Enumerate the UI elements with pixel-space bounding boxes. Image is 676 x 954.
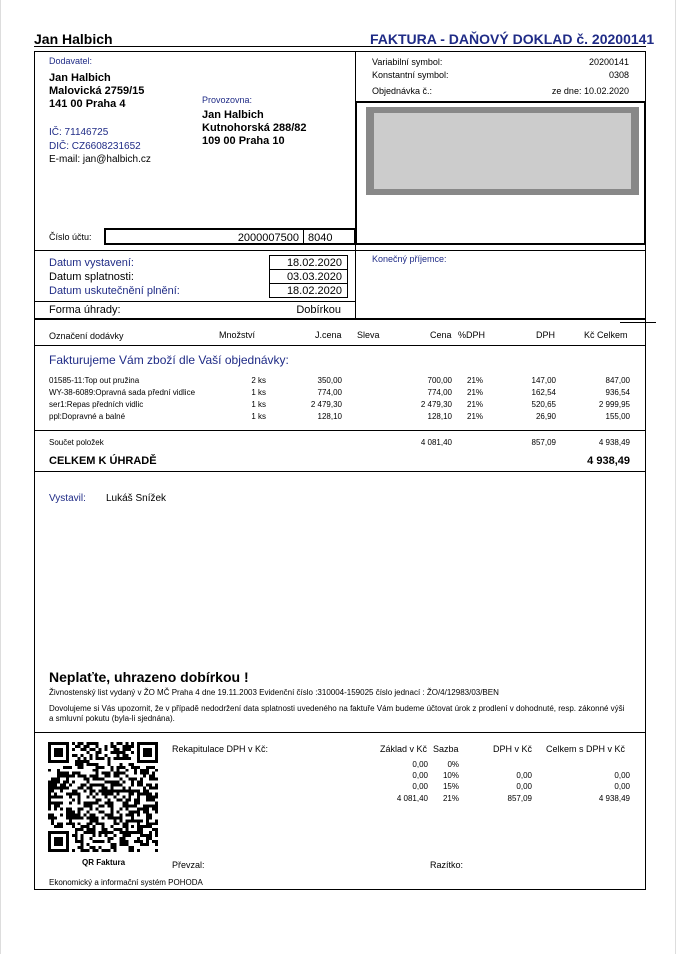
- item-price: 128,10: [427, 412, 452, 421]
- redacted-customer-address: [374, 113, 631, 189]
- grand-total-value: 4 938,49: [587, 455, 630, 467]
- issue-date-label: Datum vystavení:: [49, 257, 134, 269]
- item-quantity: 1 ks: [251, 400, 266, 409]
- supplier-city: 141 00 Praha 4: [49, 98, 126, 110]
- constant-symbol-label: Konstantní symbol:: [372, 70, 449, 80]
- due-date-value: 03.03.2020: [269, 269, 348, 284]
- table-header-divider: [34, 345, 646, 346]
- issuer-name: Lukáš Snížek: [106, 493, 167, 504]
- payment-label: Forma úhrady:: [49, 304, 121, 316]
- payment-divider: [34, 301, 356, 302]
- col-header-unit-price: J.cena: [315, 330, 342, 340]
- supplier-label: Dodavatel:: [49, 56, 93, 66]
- item-description: WY-38-6089:Opravná sada přední vidlice: [49, 388, 196, 397]
- premises-street: Kutnohorská 288/82: [202, 122, 307, 134]
- item-price: 2 479,30: [420, 400, 452, 409]
- item-total: 847,00: [605, 376, 630, 385]
- col-header-discount: Sleva: [357, 330, 380, 340]
- item-unit-price: 128,10: [317, 412, 342, 421]
- item-total: 936,54: [605, 388, 630, 397]
- supplier-street: Malovická 2759/15: [49, 85, 145, 97]
- account-number: 2000007500: [237, 232, 299, 244]
- item-price: 774,00: [427, 388, 452, 397]
- col-header-price: Cena: [430, 330, 452, 340]
- recap-base: 0,00: [412, 782, 428, 791]
- premises-city: 109 00 Praha 10: [202, 135, 285, 147]
- recap-vat: 0,00: [516, 782, 532, 791]
- items-sum-divider: [34, 430, 646, 431]
- supplier-name: Jan Halbich: [49, 72, 111, 84]
- item-vat: 520,65: [531, 400, 556, 409]
- col-header-total: Kč Celkem: [584, 330, 628, 340]
- taxable-date-value: 18.02.2020: [269, 283, 348, 298]
- sum-vat: 857,09: [531, 438, 556, 447]
- item-unit-price: 2 479,30: [310, 400, 342, 409]
- item-total: 2 999,95: [598, 400, 630, 409]
- col-header-description: Označení dodávky: [49, 331, 124, 341]
- item-price: 700,00: [427, 376, 452, 385]
- dates-divider: [34, 250, 646, 251]
- item-quantity: 1 ks: [251, 388, 266, 397]
- stamp-label: Razítko:: [430, 860, 464, 870]
- col-header-quantity: Množství: [219, 330, 256, 340]
- vat-recap-header-base: Základ v Kč: [380, 744, 428, 754]
- col-header-vat-rate: %DPH: [458, 330, 486, 340]
- constant-symbol-value: 0308: [608, 70, 629, 80]
- item-vat: 147,00: [531, 376, 556, 385]
- payment-value: Dobírkou: [296, 304, 341, 316]
- header-divider: [34, 46, 646, 47]
- taxable-date-label: Datum uskutečnění plnění:: [49, 285, 180, 297]
- page-left-edge: [0, 0, 1, 954]
- software-credit: Ekonomický a informační systém POHODA: [49, 878, 203, 887]
- recap-total: 0,00: [614, 782, 630, 791]
- vat-recap-header-vat: DPH v Kč: [493, 744, 533, 754]
- issue-date-value: 18.02.2020: [269, 255, 348, 270]
- col-header-vat: DPH: [536, 330, 556, 340]
- premises-name: Jan Halbich: [202, 109, 264, 121]
- seller-name-header: Jan Halbich: [34, 31, 113, 47]
- item-vat-rate: 21%: [467, 400, 484, 409]
- received-by-label: Převzal:: [172, 860, 205, 870]
- account-label: Číslo účtu:: [49, 232, 92, 242]
- vat-recap-header-total: Celkem s DPH v Kč: [546, 744, 626, 754]
- recap-rate: 10%: [442, 771, 459, 780]
- customer-address-box: [355, 101, 646, 245]
- premises-label: Provozovna:: [202, 95, 253, 105]
- table-row: [0, 388, 676, 400]
- supplier-ic: IČ: 71146725: [49, 127, 109, 138]
- due-date-label: Datum splatnosti:: [49, 271, 134, 283]
- qr-label: QR Faktura: [82, 858, 126, 867]
- recap-total: 0,00: [614, 771, 630, 780]
- footer-divider: [34, 732, 646, 733]
- payment-notice-headline: Neplaťte, uhrazeno dobírkou !: [49, 669, 249, 685]
- recap-vat: 0,00: [516, 771, 532, 780]
- variable-symbol-value: 20200141: [588, 57, 629, 67]
- table-row: [0, 412, 676, 424]
- item-unit-price: 350,00: [317, 376, 342, 385]
- item-description: ser1:Repas předních vidlic: [49, 400, 144, 409]
- recap-total: 4 938,49: [598, 794, 630, 803]
- vat-recap-header-rate: Sazba: [433, 744, 459, 754]
- item-vat-rate: 21%: [467, 412, 484, 421]
- late-payment-warning: Dovolujeme si Vás upozornit, že v případě nedodržení data splatnosti uvedeného na faktuře Vám budeme účtovat úrok z prodlení v dohodnuté, resp. zákonné výši a smluvní pokutu (byla-li sjednána).: [49, 704, 625, 723]
- supplier-email: E-mail: jan@halbich.cz: [49, 154, 151, 165]
- sum-label: Součet položek: [49, 438, 104, 447]
- qr-payment-code: [48, 742, 158, 852]
- item-total: 155,00: [605, 412, 630, 421]
- table-row: [0, 376, 676, 388]
- recap-rate: 21%: [442, 794, 459, 803]
- recap-vat: 857,09: [507, 794, 532, 803]
- item-vat-rate: 21%: [467, 376, 484, 385]
- grand-total-divider: [34, 471, 646, 472]
- bank-code: 8040: [308, 232, 333, 244]
- supplier-dic: DIČ: CZ6608231652: [49, 141, 141, 152]
- trade-license-text: Živnostenský list vydaný v ŽO MČ Praha 4 dne 19.11.2003 Evidenční číslo :310004-159025 číslo jednací : ŽO/4/12983/03/BEN: [49, 688, 499, 697]
- account-number-box: [104, 228, 356, 245]
- order-label: Objednávka č.:: [372, 86, 433, 96]
- item-quantity: 1 ks: [251, 412, 266, 421]
- grand-total-label: CELKEM K ÚHRADĚ: [49, 455, 157, 467]
- item-description: 01585-11:Top out pružina: [49, 376, 140, 385]
- item-description: ppl:Dopravné a balné: [49, 412, 126, 421]
- vat-recap-label: Rekapitulace DPH v Kč:: [172, 744, 269, 754]
- document-title: FAKTURA - DAŇOVÝ DOKLAD č. 20200141: [370, 31, 655, 47]
- recap-base: 0,00: [412, 771, 428, 780]
- issuer-label: Vystavil:: [49, 493, 86, 504]
- recap-base: 0,00: [412, 760, 428, 769]
- sum-price: 4 081,40: [420, 438, 452, 447]
- item-unit-price: 774,00: [317, 388, 342, 397]
- variable-symbol-label: Variabilní symbol:: [372, 57, 443, 67]
- items-intro: Fakturujeme Vám zboží dle Vaší objednávky:: [49, 353, 289, 367]
- item-quantity: 2 ks: [251, 376, 266, 385]
- recap-base: 4 081,40: [396, 794, 428, 803]
- recap-rate: 0%: [447, 760, 459, 769]
- redaction-frame: [366, 107, 639, 195]
- item-vat-rate: 21%: [467, 388, 484, 397]
- table-row: [0, 400, 676, 412]
- account-bank-divider: [303, 230, 304, 243]
- item-vat: 26,90: [535, 412, 556, 421]
- item-vat: 162,54: [531, 388, 556, 397]
- items-sum-row: [0, 438, 676, 450]
- sum-total: 4 938,49: [598, 438, 630, 447]
- final-recipient-label: Konečný příjemce:: [372, 254, 447, 264]
- recap-rate: 15%: [442, 782, 459, 791]
- order-date: ze dne: 10.02.2020: [551, 86, 629, 96]
